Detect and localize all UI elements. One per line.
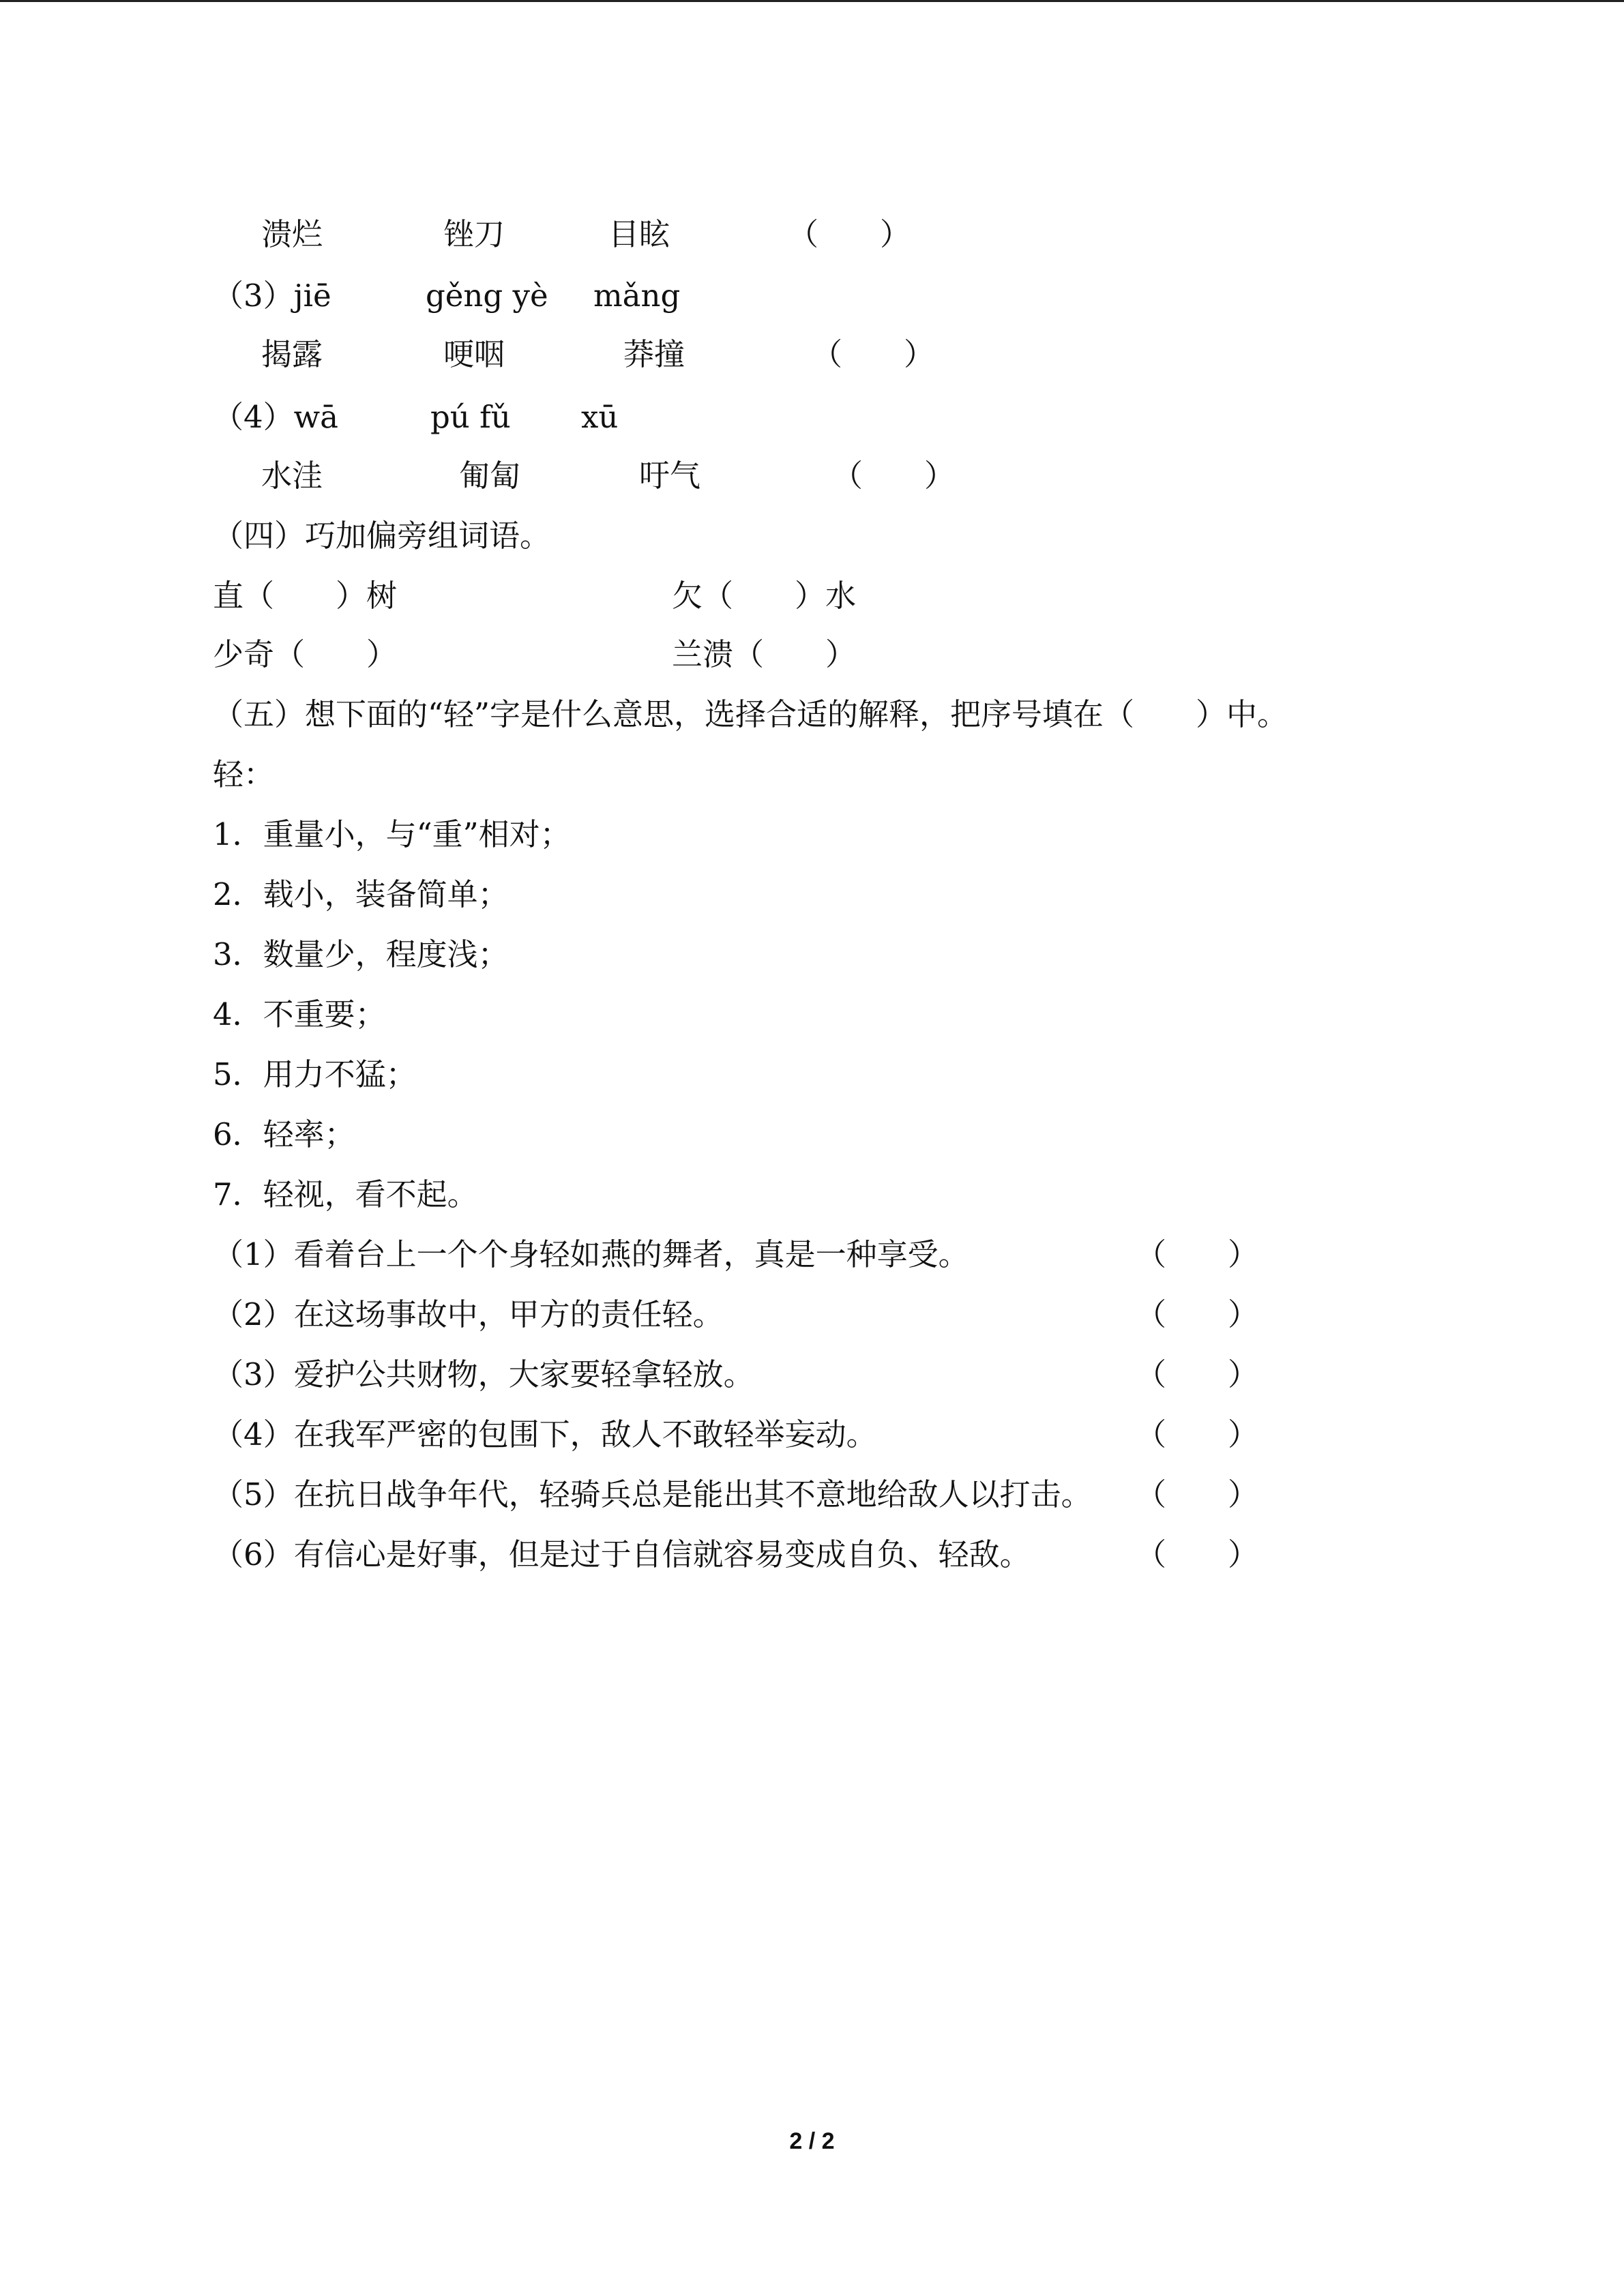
- radical-blank-item[interactable]: 兰溃（ ）: [672, 636, 857, 672]
- pinyin: gěng yè: [426, 278, 548, 314]
- answer-blank[interactable]: （ ）: [1136, 1296, 1259, 1332]
- question-text: （3）爱护公共财物，大家要轻拿轻放。: [213, 1356, 754, 1392]
- definition-item: 7．轻视，看不起。: [213, 1176, 478, 1212]
- word: 莽撞: [623, 336, 685, 372]
- question-text: （5）在抗日战争年代，轻骑兵总是能出其不意地给敌人以打击。: [213, 1476, 1092, 1512]
- answer-blank[interactable]: （ ）: [1136, 1236, 1259, 1272]
- section-heading-5: （五）想下面的“轻”字是什么意思，选择合适的解释，把序号填在（ ）中。: [213, 696, 1288, 732]
- answer-blank[interactable]: （ ）: [812, 336, 935, 372]
- word: 锉刀: [443, 216, 505, 252]
- pinyin: （3）jiē: [213, 278, 331, 314]
- word: 哽咽: [443, 336, 505, 372]
- question-row: [0, 1534, 1259, 1698]
- answer-blank[interactable]: （ ）: [1136, 1476, 1259, 1512]
- radical-blank-item[interactable]: 欠（ ）水: [672, 578, 857, 614]
- definition-item: 6．轻率；: [213, 1116, 355, 1152]
- definition-item: 1．重量小，与“重”相对；: [213, 816, 571, 852]
- word: 揭露: [261, 336, 323, 372]
- word: 水洼: [261, 458, 323, 494]
- section-heading-4: （四）巧加偏旁组词语。: [213, 518, 551, 554]
- word: 吁气: [639, 458, 701, 494]
- radical-blank-item[interactable]: 少奇（ ）: [213, 636, 398, 672]
- pinyin: xū: [581, 399, 619, 435]
- answer-blank[interactable]: （ ）: [1136, 1356, 1259, 1392]
- definition-item: 2．载小，装备简单；: [213, 876, 509, 912]
- answer-blank[interactable]: （ ）: [1136, 1416, 1259, 1452]
- question-text: （2）在这场事故中，甲方的责任轻。: [213, 1296, 724, 1332]
- question-text: （4）在我军严密的包围下，敌人不敢轻举妄动。: [213, 1416, 877, 1452]
- page-top-border: [0, 0, 1624, 2]
- pinyin: （4）wā: [213, 399, 338, 435]
- page-number: 2 / 2: [789, 2128, 835, 2154]
- question-text: （1）看着台上一个个身轻如燕的舞者，真是一种享受。: [213, 1236, 969, 1272]
- definition-item: 4．不重要；: [213, 996, 386, 1032]
- answer-blank[interactable]: （ ）: [788, 216, 911, 252]
- answer-blank[interactable]: （ ）: [1136, 1536, 1259, 1572]
- answer-blank[interactable]: （ ）: [832, 458, 956, 494]
- pinyin: pú fǔ: [430, 399, 511, 435]
- pinyin: mǎng: [593, 278, 681, 314]
- word: 匍匐: [459, 458, 521, 494]
- definition-item: 5．用力不猛；: [213, 1056, 417, 1092]
- word: 目眩: [608, 216, 670, 252]
- radical-blank-item[interactable]: 直（ ）树: [213, 578, 398, 614]
- question-text: （6）有信心是好事，但是过于自信就容易变成自负、轻敌。: [213, 1536, 1031, 1572]
- definition-header: 轻：: [213, 756, 275, 792]
- word: 溃烂: [261, 216, 323, 252]
- definition-item: 3．数量少，程度浅；: [213, 936, 509, 972]
